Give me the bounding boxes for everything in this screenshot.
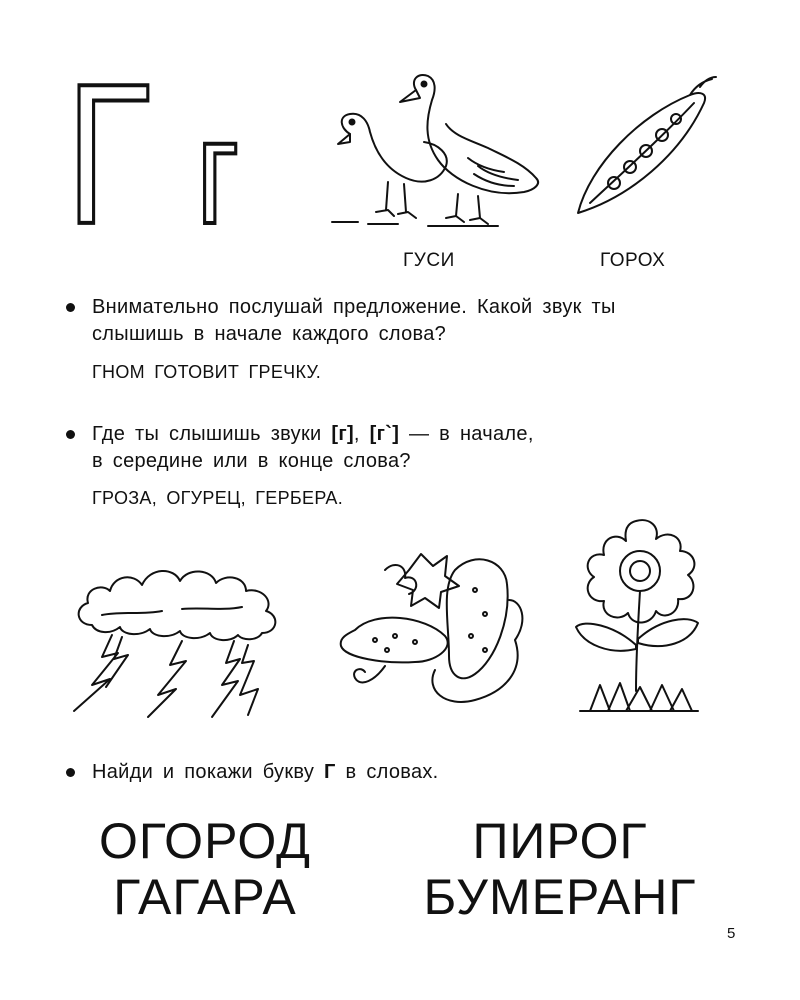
word-ogorod: ОГОРОД [99,813,311,869]
task-2-line-1-before: Где ты слышишь звуки [92,423,332,445]
task-3-after: в словах. [335,761,439,783]
flower-illustration [570,515,705,720]
task-2-line-1-after: — в начале, [399,423,534,445]
task-3-before: Найди и покажи букву [92,761,325,783]
task-2-separator: , [353,423,370,445]
pea-pod-illustration [570,75,720,220]
bullet-task-3 [66,768,75,777]
caption-peas: ГОРОХ [600,250,666,271]
word-pirog: ПИРОГ [472,813,648,869]
task-2-question [92,421,534,475]
geese-illustration [328,70,543,230]
task-3-line [92,759,439,786]
letter-g-lower: г [196,86,240,238]
word-gagara: ГАГАРА [113,869,297,925]
task-3-letter: Г [324,761,336,783]
task-2-line-1 [92,421,534,448]
task-2-line-2: в середине или в конце слова? [92,450,411,472]
task-1-question [92,294,616,348]
sound-g-hard: [г] [331,423,354,445]
task-1-example: ГНОМ ГОТОВИТ ГРЕЧКУ. [92,362,322,382]
caption-geese: ГУСИ [403,250,455,271]
thunderstorm-illustration [62,545,302,720]
letter-g-upper: Г [66,68,151,238]
bullet-task-1 [66,303,75,312]
task-1-line-2: слышишь в начале каждого слова? [92,323,447,345]
task-3-question [92,759,439,786]
sound-g-soft: [г`] [369,423,400,445]
word-bumerang: БУМЕРАНГ [423,869,697,925]
bullet-task-2 [66,430,75,439]
cucumber-illustration [325,540,535,710]
letter-g-outline [60,68,290,238]
task-2-example: ГРОЗА, ОГУРЕЦ, ГЕРБЕРА. [92,488,344,508]
task-1-line-1: Внимательно послушай предложение. Какой звук ты [92,296,616,318]
page-number: 5 [727,925,736,942]
